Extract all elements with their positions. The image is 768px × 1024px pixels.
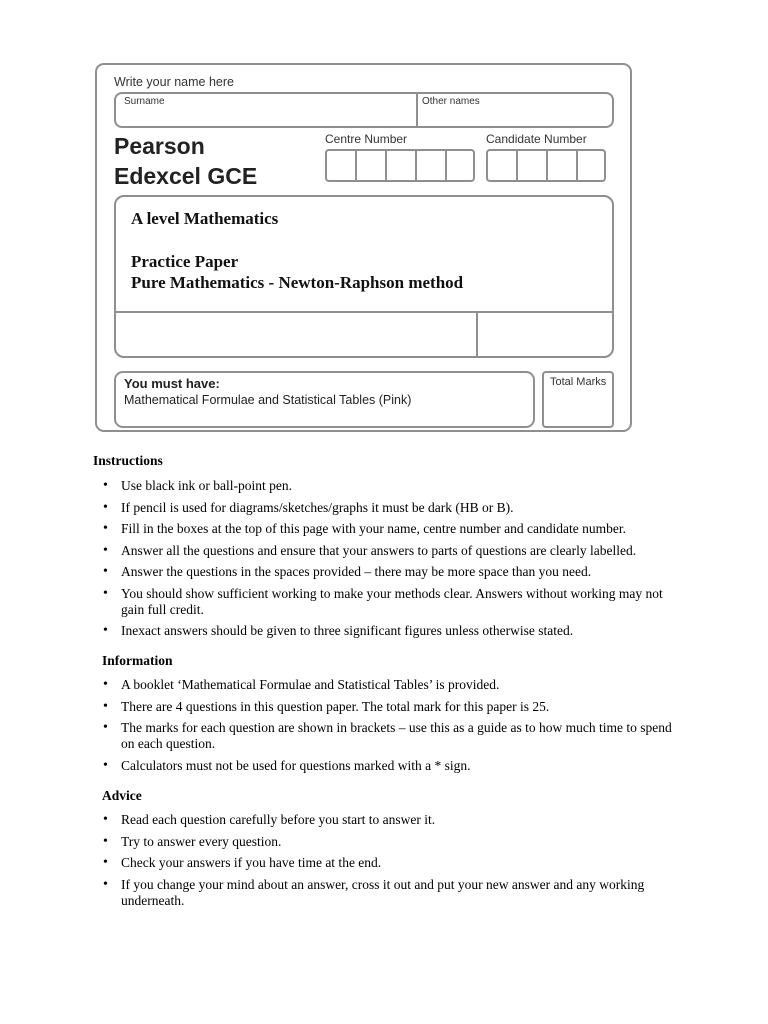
candidate-digit-box[interactable] [486, 149, 516, 182]
information-list [103, 677, 683, 779]
name-field[interactable] [114, 92, 614, 128]
paper-name: Practice Paper [131, 252, 239, 271]
information-heading: Information [102, 653, 173, 668]
list-item: • You should show sufficient working to make your methods clear. Answers without working may not gain full credit. [103, 586, 683, 618]
candidate-digit-box[interactable] [576, 149, 606, 182]
advice-list [103, 812, 683, 914]
list-item: • Try to answer every question. [103, 834, 683, 850]
name-label: Write your name here [114, 75, 234, 89]
centre-digit-box[interactable] [385, 149, 415, 182]
list-item: • If pencil is used for diagrams/sketches/graphs it must be dark (HB or B). [103, 500, 683, 516]
surname-label: Surname [124, 96, 165, 107]
list-item: • Inexact answers should be given to three significant figures unless otherwise stated. [103, 623, 683, 639]
paper-title-box [114, 195, 614, 358]
advice-heading: Advice [102, 788, 142, 803]
centre-number-field[interactable] [325, 149, 475, 182]
centre-number-label: Centre Number [325, 132, 408, 146]
cover-sheet [95, 63, 632, 432]
instructions-heading: Instructions [93, 453, 163, 468]
candidate-digit-box[interactable] [546, 149, 576, 182]
must-have-text: Mathematical Formulae and Statistical Tables (Pink) [124, 393, 412, 407]
list-item: • Check your answers if you have time at the end. [103, 855, 683, 871]
list-item: • If you change your mind about an answer, cross it out and put your new answer and any working underneath. [103, 877, 683, 909]
list-item: • Calculators must not be used for questions marked with a * sign. [103, 758, 683, 774]
candidate-number-label: Candidate Number [486, 132, 587, 146]
centre-digit-box[interactable] [325, 149, 355, 182]
title-divider [116, 311, 612, 313]
other-names-label: Other names [422, 96, 480, 107]
candidate-digit-box[interactable] [516, 149, 546, 182]
list-item: • Answer the questions in the spaces provided – there may be more space than you need. [103, 564, 683, 580]
name-divider [416, 94, 418, 126]
list-item: • A booklet ‘Mathematical Formulae and Statistical Tables’ is provided. [103, 677, 683, 693]
centre-digit-box[interactable] [445, 149, 475, 182]
total-marks-label: Total Marks [550, 376, 607, 388]
title-vertical-divider [476, 313, 478, 356]
must-have-box [114, 371, 535, 428]
list-item: • Read each question carefully before you start to answer it. [103, 812, 683, 828]
paper-topic: Pure Mathematics - Newton-Raphson method [131, 273, 464, 292]
list-item: • There are 4 questions in this question paper. The total mark for this paper is 25. [103, 699, 683, 715]
list-item: • Use black ink or ball-point pen. [103, 478, 683, 494]
brand-qualification: Edexcel GCE [114, 163, 258, 189]
list-item: • Fill in the boxes at the top of this page with your name, centre number and candidate number. [103, 521, 683, 537]
list-item: • The marks for each question are shown in brackets – use this as a guide as to how much time to spend on each question. [103, 720, 683, 752]
subject-title: A level Mathematics [131, 209, 279, 228]
total-marks-box[interactable] [542, 371, 614, 428]
instructions-list [103, 478, 683, 645]
must-have-title: You must have: [124, 376, 220, 391]
centre-digit-box[interactable] [355, 149, 385, 182]
brand-name: Pearson [114, 133, 205, 159]
centre-digit-box[interactable] [415, 149, 445, 182]
list-item: • Answer all the questions and ensure that your answers to parts of questions are clearly labelled. [103, 543, 683, 559]
candidate-number-field[interactable] [486, 149, 606, 182]
